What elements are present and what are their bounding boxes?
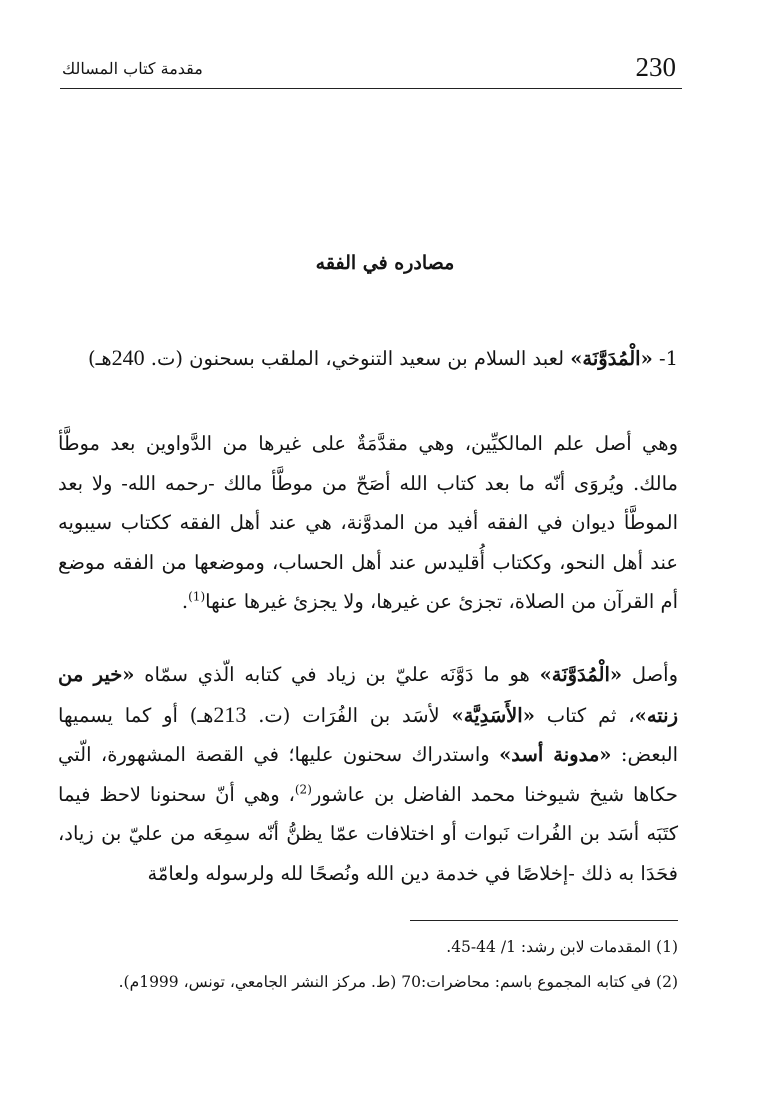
section-heading: مصادره في الفقه xyxy=(315,252,455,274)
footnote-ref-2[interactable]: (2) xyxy=(294,782,312,796)
title-khayr-min-zinatih: «خير من زنته» xyxy=(58,663,678,727)
page-number: 230 xyxy=(635,52,676,82)
item-number: 1- xyxy=(658,347,678,370)
footnote-ref-1[interactable]: (1) xyxy=(188,589,206,604)
paragraph-two-seg7: ، وهي أنّ سحنونا لاحظ فيما كتَبَه أسَد بن الفُرات نَبوات أو اختلافات عمّا يظنُّ أنّه سمِعَه من عليّ بن زياد، فحَدَا به ذلك -إخلاصًا في خدمة دين الله ونُصحًا لله ولرسوله ولعامّة xyxy=(58,782,678,885)
paragraph-two-seg5: هـ) أو كما يسميها البعض: xyxy=(58,703,678,766)
asad-death-year: 213 xyxy=(213,701,247,727)
title-mudawwana: «الْمُدَوَّنَة» xyxy=(539,663,623,686)
paragraph-one-text: وهي أصل علم المالكيِّين، وهي مقدَّمَةٌ على غيرها من الدَّواوين بعد موطَّأ مالك. ويُروَى أنّه ما بعد كتاب الله أصَحّ من موطَّأ مالك -رحمه الله- ولا بعد الموطَّأ ديوان في الفقه أفيد من المدوَّنة، هي عند أهل الفقه ككتاب سيبويه عند أهل النحو، وككتاب أُقليدس عند أهل الحساب، وموضعها من الفقه موضع أم القرآن من الصلاة، تجزئ عن غيرها، ولا يجزئ غيرها عنها xyxy=(58,432,678,613)
paragraph-two xyxy=(58,655,678,893)
item-text-end: هـ) xyxy=(88,347,112,370)
item-text: لعبد السلام بن سعيد التنوخي، الملقب بسحنون (ت. xyxy=(144,347,571,370)
page-header xyxy=(60,48,682,89)
paragraph-two-seg6: واستدراك سحنون عليها؛ في القصة المشهورة، الّتي حكاها شيخ شيوخنا محمد الفاضل بن عاشور xyxy=(58,743,678,806)
title-mudawwanat-asad: «مدونة أسد» xyxy=(499,743,612,766)
footnote-2: (2) في كتابه المجموع باسم: محاضرات:70 (ط. مركز النشر الجامعي، تونس، 1999م). xyxy=(118,973,678,991)
running-title: مقدمة كتاب المسالك xyxy=(62,59,203,78)
death-year: 240 xyxy=(111,345,145,370)
title-asadiyya: «الأَسَدِيَّة» xyxy=(451,703,535,727)
paragraph-two-seg4: لأسَد بن الفُرَات (ت. xyxy=(246,703,452,727)
source-item-1 xyxy=(58,338,678,379)
footnote-divider xyxy=(410,920,678,921)
footnotes xyxy=(58,930,678,1000)
paragraph-one xyxy=(58,424,678,622)
item-title: «الْمُدَوَّنَة» xyxy=(570,347,653,370)
paragraph-two-seg1: وأصل xyxy=(622,663,679,686)
paragraph-one-end: . xyxy=(181,590,189,613)
paragraph-two-seg2: هو ما دَوَّنَه عليّ بن زياد في كتابه الّذي سمّاه xyxy=(134,663,540,686)
paragraph-two-seg3: ، ثم كتاب xyxy=(534,703,635,727)
footnote-1: (1) المقدمات لابن رشد: 1/ 44-45. xyxy=(446,938,678,956)
